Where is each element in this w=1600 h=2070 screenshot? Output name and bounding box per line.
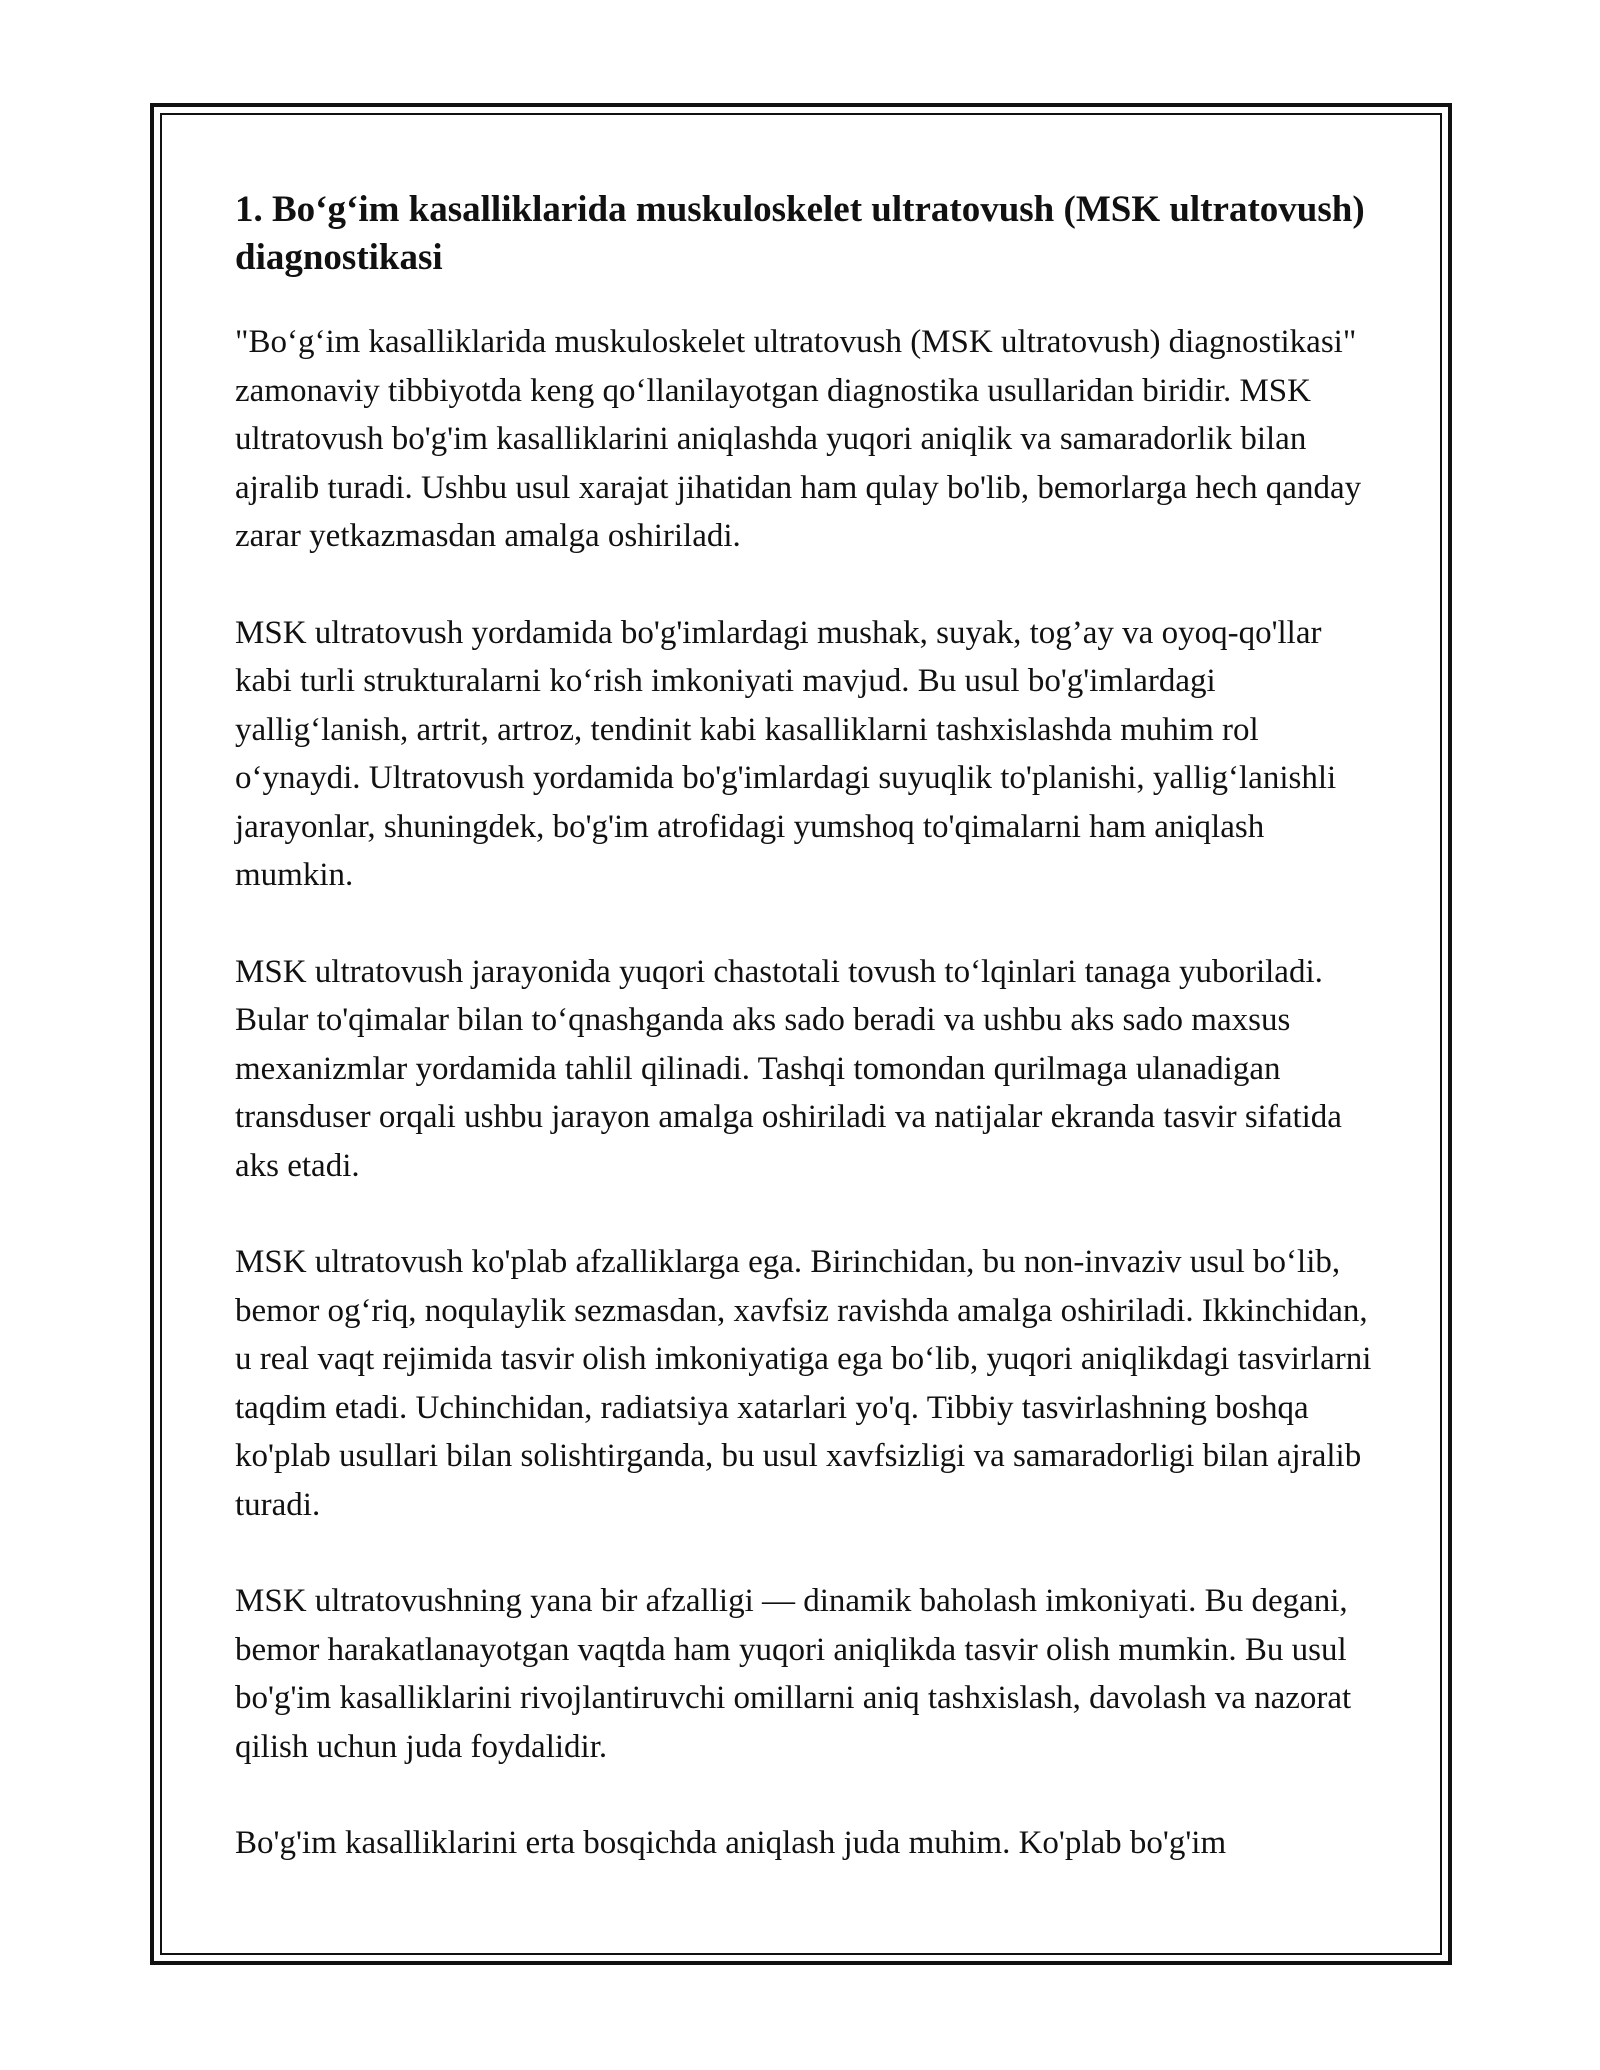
document-body [235,186,1375,1916]
paragraph: MSK ultratovush yordamida bo'g'imlardagi mushak, suyak, tog’ay va oyoq-qo'llar kabi turli strukturalarni ko‘rish imkoniyati mavjud. Bu usul bo'g'imlardagi yallig‘lanish, artrit, artroz, tendinit kabi kasalliklarni tashxislashda muhim rol o‘ynaydi. Ultratovush yordamida bo'g'imlardagi suyuqlik to'planishi, yallig‘lanishli jarayonlar, shuningdek, bo'g'im atrofidagi yumshoq to'qimalarni ham aniqlash mumkin. [235,614,1337,893]
paragraph: MSK ultratovush jarayonida yuqori chastotali tovush to‘lqinlari tanaga yuboriladi. Bular to'qimalar bilan to‘qnashganda aks sado beradi va ushbu aks sado maxsus mexanizmlar yordamida tahlil qilinadi. Tashqi tomondan qurilmaga ulanadigan transduser orqali ushbu jarayon amalga oshiriladi va natijalar ekranda tasvir sifatida aks etadi. [235,953,1342,1184]
paragraph: Bo'g'im kasalliklarini erta bosqichda aniqlash juda muhim. Ko'plab bo'g'im [235,1825,1227,1861]
paragraph: MSK ultratovush ko'plab afzalliklarga ega. Birinchidan, bu non-invaziv usul bo‘lib, bemor og‘riq, noqulaylik sezmasdan, xavfsiz ravishda amalga oshiriladi. Ikkinchidan, u real vaqt rejimida tasvir olish imkoniyatiga ega bo‘lib, yuqori aniqlikdagi tasvirlarni taqdim etadi. Uchinchidan, radiatsiya xatarlari yo'q. Tibbiy tasvirlashning boshqa ko'plab usullari bilan solishtirganda, bu usul xavfsizligi va samaradorligi bilan ajralib turadi. [235,1244,1372,1523]
paragraph: MSK ultratovushning yana bir afzalligi — dinamik baholash imkoniyati. Bu degani, bemor harakatlanayotgan vaqtda ham yuqori aniqlikda tasvir olish mumkin. Bu usul bo'g'im kasalliklarini rivojlantiruvchi omillarni aniq tashxislash, davolash va nazorat qilish uchun juda foydalidir. [235,1583,1352,1765]
paragraph: "Bo‘g‘im kasalliklarida muskuloskelet ultratovush (MSK ultratovush) diagnostikasi" zamonaviy tibbiyotda keng qo‘llanilayotgan diagnostika usullaridan biridir. MSK ultratovush bo'g'im kasalliklarini aniqlashda yuqori aniqlik va samaradorlik bilan ajralib turadi. Ushbu usul xarajat jihatidan ham qulay bo'lib, bemorlarga hech qanday zarar yetkazmasdan amalga oshiriladi. [235,324,1362,554]
section-heading: 1. Bo‘g‘im kasalliklarida muskuloskelet ultratovush (MSK ultratovush) diagnostikasi [235,189,1365,278]
